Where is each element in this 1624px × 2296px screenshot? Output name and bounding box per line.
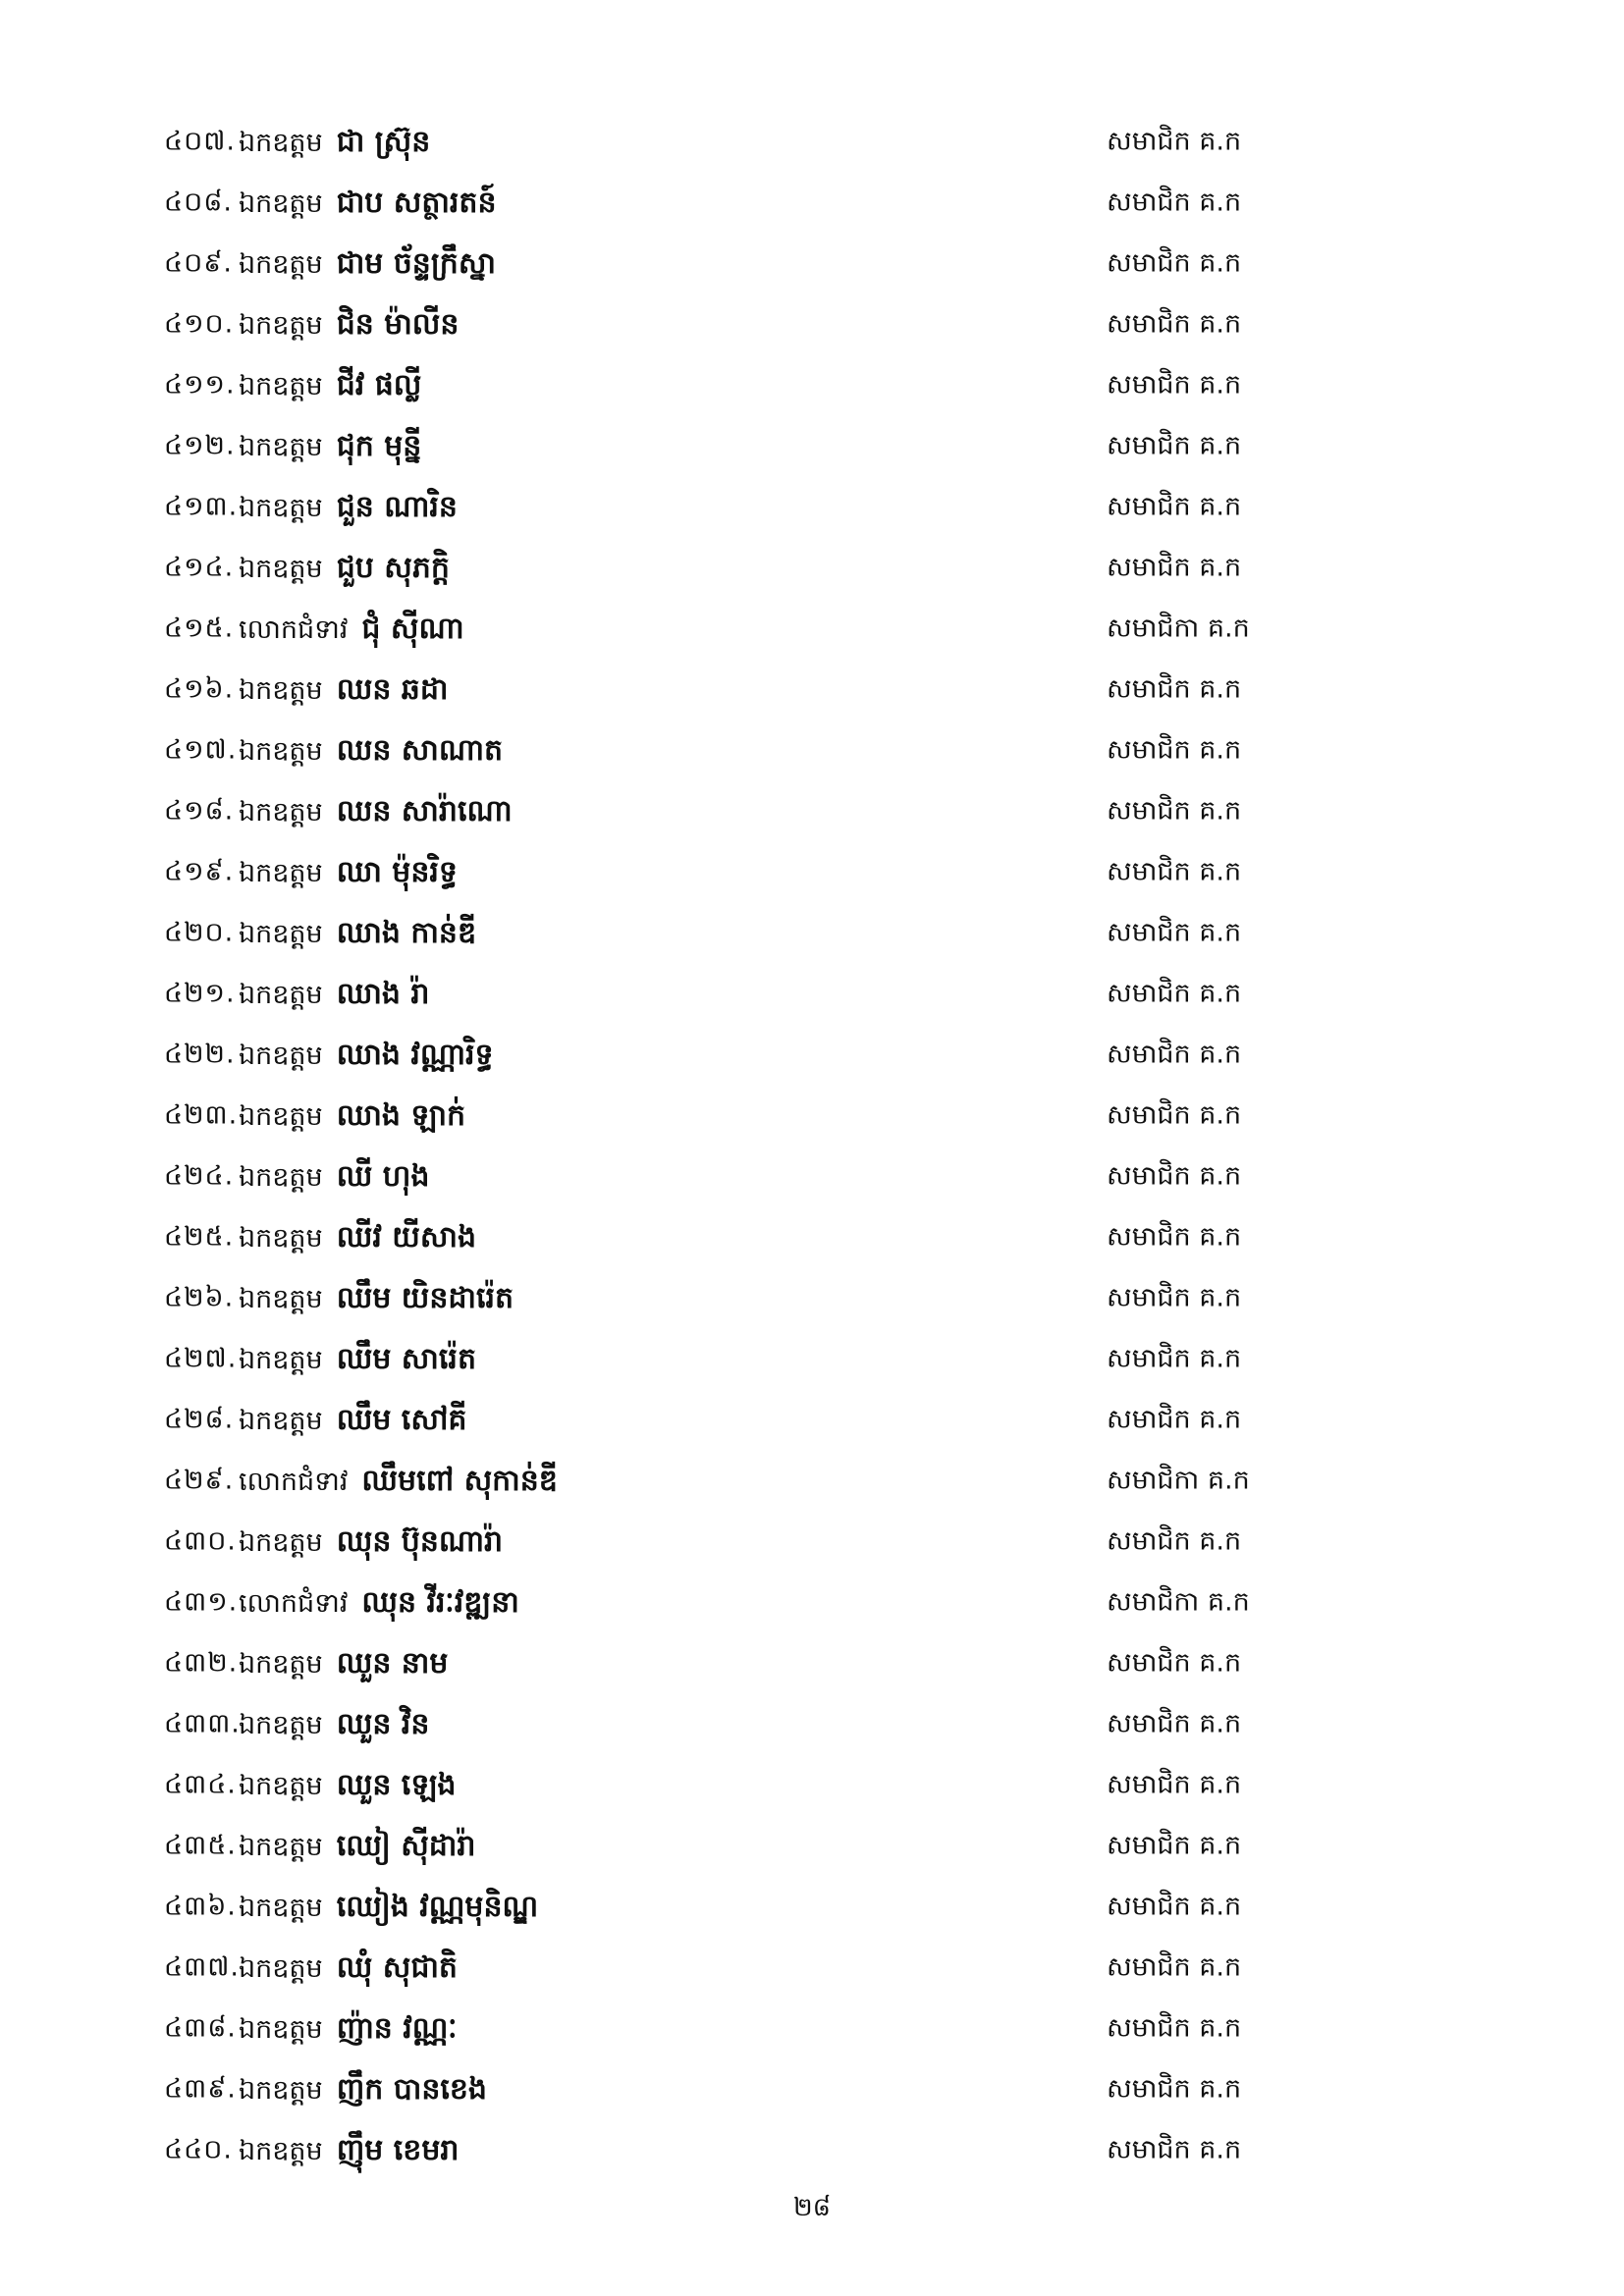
table-row xyxy=(0,1027,1624,1088)
person-name: ជុក មុន្នី xyxy=(336,429,422,463)
table-row xyxy=(0,662,1624,722)
row-person xyxy=(239,1766,456,1809)
honorific-title: ឯកឧត្តម xyxy=(239,1832,323,1862)
row-person xyxy=(239,1096,465,1140)
person-name: ឈុន វីរៈវឌ្ឍនា xyxy=(361,1585,519,1620)
row-person xyxy=(239,123,430,166)
row-person xyxy=(239,1157,429,1201)
membership-label: សមាជិកា គ.ក xyxy=(1107,1586,1250,1618)
row-person xyxy=(239,1279,514,1322)
row-person xyxy=(239,2131,459,2174)
row-number: ៤១៣. xyxy=(164,491,239,522)
page-number: ២៨ xyxy=(792,2193,832,2222)
membership-label: សមាជិក គ.ក xyxy=(1107,673,1242,705)
membership-label: សមាជិក គ.ក xyxy=(1107,1221,1242,1253)
honorific-title: ឯកឧត្តម xyxy=(239,371,323,401)
membership-label: សមាជិក គ.ក xyxy=(1107,369,1242,400)
person-name: ឈៀ ស៊ីដារ៉ា xyxy=(336,1829,476,1863)
membership-label: សមាជិក គ.ក xyxy=(1107,247,1242,279)
row-person xyxy=(239,1644,448,1687)
person-name: ឈៀង វណ្ណមុនិណ្ឌ xyxy=(336,1890,539,1924)
row-person xyxy=(239,1522,503,1566)
membership-label: សមាជិក គ.ក xyxy=(1107,1647,1242,1679)
membership-label: សមាជិក គ.ក xyxy=(1107,2012,1242,2044)
row-person xyxy=(239,488,458,531)
row-number: ៤៣៩. xyxy=(164,2073,237,2105)
row-person xyxy=(239,549,450,592)
person-name: ញឹក បានខេង xyxy=(336,2072,487,2107)
membership-label: សមាជិក គ.ក xyxy=(1107,430,1242,461)
row-number: ៤៤០. xyxy=(164,2134,233,2165)
membership-label: សមាជិក គ.ក xyxy=(1107,917,1242,948)
person-name: ឈីវ យីសាង xyxy=(336,1220,476,1255)
row-person xyxy=(239,427,421,470)
honorific-title: ឯកឧត្តម xyxy=(239,1284,323,1314)
honorific-title: ឯកឧត្តម xyxy=(239,2014,323,2045)
table-row xyxy=(0,1696,1624,1757)
table-row xyxy=(0,114,1624,175)
person-name: ជួន ណារិន xyxy=(336,490,458,524)
membership-label: សមាជិក គ.ក xyxy=(1107,1039,1242,1070)
row-person xyxy=(239,305,459,348)
person-name: ឈាង រ៉ា xyxy=(336,977,430,1011)
honorific-title: លោកជំទាវ xyxy=(239,614,349,645)
table-row xyxy=(0,844,1624,905)
row-person xyxy=(239,1827,475,1870)
honorific-title: ឯកឧត្តម xyxy=(239,1953,323,1984)
membership-label: សមាជិក គ.ក xyxy=(1107,1160,1242,1192)
row-number: ៤៣២. xyxy=(164,1647,239,1679)
row-number: ៤០៨. xyxy=(164,187,233,218)
membership-label: សមាជិក គ.ក xyxy=(1107,126,1242,157)
table-row xyxy=(0,236,1624,296)
row-number: ៤២៤. xyxy=(164,1160,235,1192)
row-number: ៤១៧. xyxy=(164,734,238,766)
table-row xyxy=(0,905,1624,966)
membership-label: សមាជិក គ.ក xyxy=(1107,491,1242,522)
table-row xyxy=(0,1209,1624,1270)
person-name: ឈួន ឡេង xyxy=(336,1768,457,1802)
row-number: ៤៣៤. xyxy=(164,1769,237,1800)
person-name: ឈាង ឡាក់ xyxy=(336,1098,465,1133)
row-number: ៤៣៦. xyxy=(164,1891,237,1922)
membership-label: សមាជិក គ.ក xyxy=(1107,187,1242,218)
honorific-title: ឯកឧត្តម xyxy=(239,2136,323,2166)
row-person xyxy=(239,1401,466,1444)
honorific-title: លោកជំទាវ xyxy=(239,1467,349,1497)
person-name: ឈឹមពៅ សុកាន់ឌី xyxy=(361,1464,558,1498)
honorific-title: ឯកឧត្តម xyxy=(239,675,323,706)
person-name: ឈី ហុង xyxy=(336,1159,430,1194)
honorific-title: ឯកឧត្តម xyxy=(239,188,323,219)
person-name: ឈុំ សុជាតិ xyxy=(336,1950,458,1985)
table-row xyxy=(0,2001,1624,2061)
honorific-title: ឯកឧត្តម xyxy=(239,1527,323,1558)
person-name: ឈឹម សារ៉េត xyxy=(336,1342,476,1376)
honorific-title: ឯកឧត្តម xyxy=(239,736,323,767)
table-row xyxy=(0,1392,1624,1453)
membership-label: សមាជិក គ.ក xyxy=(1107,978,1242,1009)
honorific-title: ឯកឧត្តម xyxy=(239,1649,323,1680)
row-person xyxy=(239,914,476,957)
person-name: ជា ស្រ៊ុន xyxy=(336,125,431,159)
row-person xyxy=(239,1218,476,1261)
table-row xyxy=(0,1331,1624,1392)
honorific-title: ឯកឧត្តម xyxy=(239,1162,323,1193)
row-number: ៤២០. xyxy=(164,917,235,948)
person-name: ឈាង វណ្ណារិទ្ធ xyxy=(336,1038,494,1072)
membership-label: សមាជិក គ.ក xyxy=(1107,856,1242,887)
person-name: ឈន សារ៉ាណោ xyxy=(336,794,513,828)
honorific-title: លោកជំទាវ xyxy=(239,1588,349,1619)
row-person xyxy=(239,670,448,714)
honorific-title: ឯកឧត្តម xyxy=(239,2075,323,2106)
table-row xyxy=(0,1635,1624,1696)
honorific-title: ឯកឧត្តម xyxy=(239,1223,323,1254)
membership-label: សមាជិក គ.ក xyxy=(1107,1951,1242,1983)
row-number: ៤៣០. xyxy=(164,1525,237,1557)
row-person xyxy=(239,792,513,835)
row-number: ៤២១. xyxy=(164,978,236,1009)
table-row xyxy=(0,601,1624,662)
table-row xyxy=(0,540,1624,601)
membership-label: សមាជិក គ.ក xyxy=(1107,1891,1242,1922)
membership-label: សមាជិក គ.ក xyxy=(1107,1708,1242,1739)
honorific-title: ឯកឧត្តម xyxy=(239,980,323,1010)
person-name: ឈន សាណាត xyxy=(336,733,504,768)
honorific-title: ឯកឧត្តម xyxy=(239,128,323,158)
row-number: ៤០៧. xyxy=(164,126,236,157)
table-row xyxy=(0,1514,1624,1575)
honorific-title: ឯកឧត្តម xyxy=(239,432,323,462)
person-name: ជុំ ស៊ីណា xyxy=(361,612,464,646)
row-number: ៤២២. xyxy=(164,1039,236,1070)
table-row xyxy=(0,479,1624,540)
membership-label: សមាជិក គ.ក xyxy=(1107,2134,1242,2165)
honorific-title: ឯកឧត្តម xyxy=(239,249,323,280)
row-number: ៤២៩. xyxy=(164,1465,235,1496)
row-person xyxy=(239,1583,519,1627)
row-number: ៤១៩. xyxy=(164,856,235,887)
row-number: ៤២៧. xyxy=(164,1343,238,1374)
table-row xyxy=(0,722,1624,783)
person-name: ឈន ឆដា xyxy=(336,672,449,707)
person-name: ជាម ច័ន្ទក្រឹស្នា xyxy=(336,246,496,281)
row-person xyxy=(239,853,458,896)
honorific-title: ឯកឧត្តម xyxy=(239,858,323,888)
row-person xyxy=(239,184,497,227)
honorific-title: ឯកឧត្តម xyxy=(239,1771,323,1801)
membership-label: សមាជិក គ.ក xyxy=(1107,2073,1242,2105)
person-name: ឈាង កាន់ឌី xyxy=(336,916,476,950)
row-person xyxy=(239,1888,538,1931)
table-row xyxy=(0,966,1624,1027)
table-row xyxy=(0,357,1624,418)
table-row xyxy=(0,1148,1624,1209)
table-row xyxy=(0,1575,1624,1635)
membership-label: សមាជិក គ.ក xyxy=(1107,1404,1242,1435)
row-person xyxy=(239,1340,476,1383)
table-row xyxy=(0,1940,1624,2001)
membership-label: សមាជិក គ.ក xyxy=(1107,734,1242,766)
honorific-title: ឯកឧត្តម xyxy=(239,493,323,523)
membership-label: សមាជិកា គ.ក xyxy=(1107,613,1250,644)
table-row xyxy=(0,2061,1624,2122)
person-name: ឈឹម យិនដារ៉េត xyxy=(336,1281,514,1315)
row-number: ៤១៨. xyxy=(164,795,235,827)
row-person xyxy=(239,610,464,653)
honorific-title: ឯកឧត្តម xyxy=(239,797,323,828)
table-row xyxy=(0,175,1624,236)
person-name: ជិន ម៉ាលីន xyxy=(336,307,460,342)
honorific-title: ឯកឧត្តម xyxy=(239,1406,323,1436)
table-row xyxy=(0,1088,1624,1148)
person-name: ញ៉ាន វណ្ណៈ xyxy=(336,2011,458,2046)
table-row xyxy=(0,1818,1624,1879)
member-list xyxy=(0,114,1624,2183)
membership-label: សមាជិក គ.ក xyxy=(1107,795,1242,827)
membership-label: សមាជិក គ.ក xyxy=(1107,1099,1242,1131)
honorific-title: ឯកឧត្តម xyxy=(239,554,323,584)
table-row xyxy=(0,1453,1624,1514)
row-person xyxy=(239,2070,487,2113)
row-number: ៤២៦. xyxy=(164,1282,235,1313)
row-number: ៤១៦. xyxy=(164,673,235,705)
row-number: ៤២៨. xyxy=(164,1404,235,1435)
row-person xyxy=(239,975,429,1018)
honorific-title: ឯកឧត្តម xyxy=(239,1710,323,1740)
row-number: ៤៣៣. xyxy=(164,1708,241,1739)
row-number: ៤២៥. xyxy=(164,1221,235,1253)
person-name: ជាប សត្ថារតន៍ xyxy=(336,186,497,220)
row-number: ៤១២. xyxy=(164,430,236,461)
row-person xyxy=(239,366,421,409)
membership-label: សមាជិក គ.ក xyxy=(1107,1525,1242,1557)
membership-label: សមាជិក គ.ក xyxy=(1107,1343,1242,1374)
membership-label: សមាជិក គ.ក xyxy=(1107,552,1242,583)
row-person xyxy=(239,1949,458,1992)
person-name: ឈុន ប៊ុនណារ៉ា xyxy=(336,1524,504,1559)
membership-label: សមាជិកា គ.ក xyxy=(1107,1465,1250,1496)
honorific-title: ឯកឧត្តម xyxy=(239,1893,323,1923)
row-number: ៤២៣. xyxy=(164,1099,239,1131)
table-row xyxy=(0,1270,1624,1331)
honorific-title: ឯកឧត្តម xyxy=(239,1041,323,1071)
honorific-title: ឯកឧត្តម xyxy=(239,1101,323,1132)
row-person xyxy=(239,244,496,288)
table-row xyxy=(0,418,1624,479)
row-number: ៤៣៧. xyxy=(164,1951,240,1983)
person-name: ឈឹម សៅគី xyxy=(336,1403,467,1437)
row-person xyxy=(239,1705,429,1748)
row-number: ៤០៩. xyxy=(164,247,233,279)
person-name: ឈា ម៉ុនរិទ្ធ xyxy=(336,855,458,889)
person-name: ឈួន នាម xyxy=(336,1646,449,1681)
membership-label: សមាជិក គ.ក xyxy=(1107,308,1242,340)
honorific-title: ឯកឧត្តម xyxy=(239,310,323,341)
honorific-title: ឯកឧត្តម xyxy=(239,919,323,949)
person-name: ជីវ ផល្លី xyxy=(336,368,422,402)
row-number: ៤១៤. xyxy=(164,552,235,583)
table-row xyxy=(0,783,1624,844)
person-name: ឈួន វិន xyxy=(336,1707,430,1741)
membership-label: សមាជិក គ.ក xyxy=(1107,1282,1242,1313)
person-name: ជួប សុភក្តិ xyxy=(336,551,450,585)
row-person xyxy=(239,1036,494,1079)
row-number: ៤៣១. xyxy=(164,1586,239,1618)
row-person xyxy=(239,2009,458,2053)
row-number: ៤៣៥. xyxy=(164,1830,237,1861)
table-row xyxy=(0,296,1624,357)
membership-label: សមាជិក គ.ក xyxy=(1107,1830,1242,1861)
row-number: ៤១០. xyxy=(164,308,235,340)
membership-label: សមាជិក គ.ក xyxy=(1107,1769,1242,1800)
row-person xyxy=(239,731,503,774)
row-number: ៤១៥. xyxy=(164,613,235,644)
row-person xyxy=(239,1462,558,1505)
person-name: ញ៉ឹម ខេមរា xyxy=(336,2133,460,2167)
table-row xyxy=(0,1879,1624,1940)
table-row xyxy=(0,1757,1624,1818)
row-number: ៤៣៨. xyxy=(164,2012,237,2044)
honorific-title: ឯកឧត្តម xyxy=(239,1345,323,1375)
row-number: ៤១១. xyxy=(164,369,236,400)
table-row xyxy=(0,2122,1624,2183)
